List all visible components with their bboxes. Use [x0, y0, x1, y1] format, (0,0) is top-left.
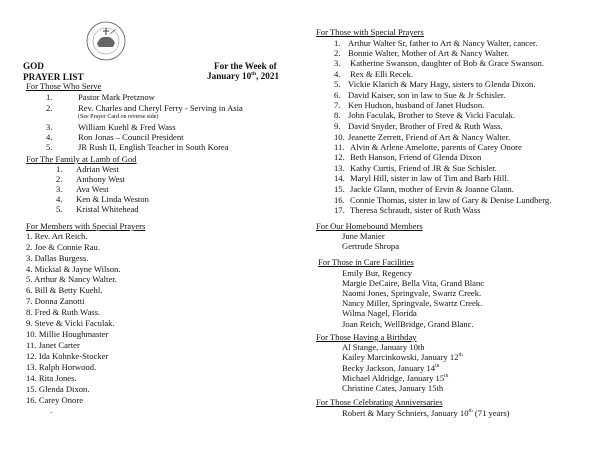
member-item: 4. Mickial & Jayne Wilson.: [26, 264, 121, 274]
header-god: GOD: [23, 61, 44, 71]
header-date-sup: th: [251, 70, 257, 77]
special-item: 1. Arthur Walter Sr, father to Art & Nancy Walter, cancer.: [334, 38, 538, 48]
special-item: 15. Jackie Glann, mother of Ervin & Joanne Glann.: [334, 184, 514, 194]
birthday-item: Michael Aldridge, January 15th: [342, 373, 449, 383]
special-item: 17. Theresa Schraudt, sister of Ruth Wass: [334, 205, 481, 215]
special-item: 7. Ken Hudson, husband of Janet Hudson.: [334, 100, 485, 110]
member-item: 5. Arthur & Nancy Walter.: [26, 274, 117, 284]
member-item: 15. Glenda Dixon.: [26, 384, 90, 394]
member-item: 14. Rita Jones.: [26, 373, 77, 383]
homebound-item: Gertrude Shropa: [342, 241, 400, 251]
special-item: 6. David Kaiser, son in law to Sue & Jr Schisler.: [334, 90, 506, 100]
special-item: 12. Beth Hanson, Friend of Glenda Dixon: [334, 152, 482, 162]
special-item: 10. Jeanette Zerrett, Friend of Art & Nancy Walter.: [334, 132, 511, 142]
birthday-item: Kailey Marcinkowski, January 12th: [342, 352, 463, 362]
special-item: 4. Rex & Elli Recek.: [334, 69, 414, 79]
care-item: Joan Reich, WellBridge, Grand Blanc.: [342, 319, 474, 329]
special-item: 8. John Faculak, Brother to Steve & Vicki Faculak.: [334, 110, 516, 120]
anniversary-heading: For Those Celebrating Anniversaries: [316, 397, 443, 407]
special-heading: For Those with Special Prayers: [316, 27, 424, 37]
serve-item-note: (See Prayer Card on reverse side): [78, 114, 159, 120]
care-item: Naomi Jones, Springvale, Swartz Creek.: [342, 288, 482, 298]
member-item: 3. Dallas Burgess.: [26, 253, 89, 263]
member-item: 12. Ida Kohnke-Stocker: [26, 351, 109, 361]
serve-item: 3. William Kuehl & Fred Wass: [46, 122, 176, 132]
member-item: 9. Steve & Vicki Faculak.: [26, 318, 115, 328]
special-item: 9. David Snyder, Brother of Fred & Ruth Wass.: [334, 121, 503, 131]
serve-item: 5. JR Rush II, English Teacher in South Korea: [46, 142, 229, 152]
birthday-item: Becky Jackson, January 14th: [342, 363, 440, 373]
church-logo: [80, 20, 132, 62]
care-item: Emily Bur, Regency: [342, 268, 413, 278]
special-item: 3. Katherine Swanson, daughter of Bob & Grace Swanson.: [334, 58, 545, 68]
member-trailing-dot: .: [50, 405, 53, 415]
member-item: 13. Ralph Horwood.: [26, 362, 97, 372]
serve-item: 1. Pastor Mark Pretznow: [46, 92, 155, 102]
members-heading: For Members with Special Prayers: [26, 221, 146, 231]
member-item: 1. Rev. Art Reich.: [26, 231, 88, 241]
special-item: 14. Maryl Hill, sister in law of Tim and Barb Hill.: [334, 173, 509, 183]
serve-heading: For Those Who Serve: [26, 81, 102, 91]
birthday-item: Christine Cates, January 15th: [342, 383, 444, 393]
member-item: 8. Fred & Ruth Wass.: [26, 307, 101, 317]
anniversary-item: Robert & Mary Schniers, January 10th (71 years): [342, 408, 510, 418]
special-item: 13. Kathy Curtis, Friend of JR & Sue Schisler.: [334, 163, 497, 173]
care-item: Nancy Miller, Springvale, Swartz Creek.: [342, 298, 483, 308]
care-item: Wilma Nagel, Florida: [342, 308, 417, 318]
homebound-item: June Manier: [342, 231, 385, 241]
header-prayer-list: PRAYER LIST: [23, 72, 84, 82]
member-item: 2. Joe & Connie Rau.: [26, 242, 100, 252]
header-date: [207, 72, 279, 81]
member-item: 7. Donna Zanotti: [26, 296, 85, 306]
birthday-item: Al Stange, January 10th: [342, 342, 425, 352]
special-item: 5. Vickie Klarich & Mary Hagy, sisters to Glenda Dixon.: [334, 79, 536, 89]
member-item: 11. Janet Carter: [26, 340, 80, 350]
care-item: Margie DeCaire, Bella Vita, Grand Blanc: [342, 278, 485, 288]
homebound-heading: For Our Homebound Members: [316, 221, 423, 231]
care-heading: For Those in Care Facilities: [318, 257, 414, 267]
header-date-main: January 10: [207, 71, 252, 81]
special-item: 16. Connie Thomas, sister in law of Gary & Denise Lundberg.: [334, 195, 552, 205]
special-item: 11. Alvin & Arlene Amelotte, parents of Carey Onore: [334, 142, 522, 152]
family-item: 1. Adrian West: [56, 164, 119, 174]
family-item: 3. Ava West: [56, 184, 109, 194]
serve-item: 4. Ron Jonas – Council President: [46, 132, 184, 142]
special-item: 2. Bonnie Walter, Mother of Art & Nancy Walter.: [334, 48, 509, 58]
birthday-heading: For Those Having a Birthday: [316, 332, 417, 342]
header-date-year: , 2021: [256, 71, 280, 81]
member-item: 10. Millie Houghmaster: [26, 329, 109, 339]
member-item: 6. Bill & Betty Kuehl.: [26, 285, 103, 295]
family-item: 4. Ken & Linda Weston: [56, 194, 149, 204]
member-item: 16. Carey Onore: [26, 395, 84, 405]
family-item: 2. Anthony West: [56, 174, 126, 184]
family-item: 5. Kristal Whitehead: [56, 204, 139, 214]
serve-item: 2. Rev. Charles and Cheryl Ferry - Serving in Asia: [46, 103, 243, 113]
header-week-of: For the Week of: [214, 61, 277, 71]
family-heading: For The Family at Lamb of God: [26, 154, 137, 164]
